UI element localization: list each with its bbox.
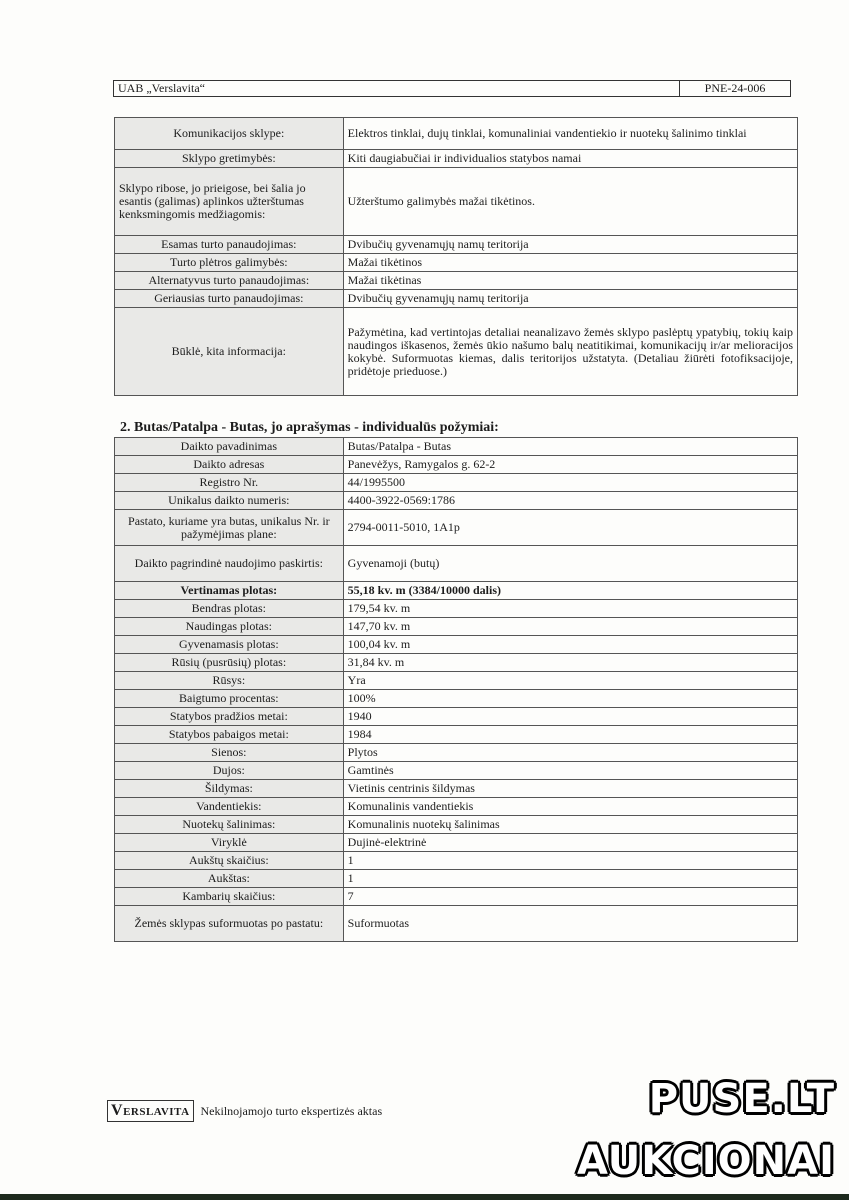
- row-label: Vertinamas plotas:: [115, 582, 344, 600]
- row-label: Registro Nr.: [115, 474, 344, 492]
- row-label: Daikto adresas: [115, 456, 344, 474]
- row-label: Sklypo gretimybės:: [115, 150, 344, 168]
- table-row: [115, 236, 798, 254]
- row-value: Yra: [343, 672, 797, 690]
- table-row: [115, 290, 798, 308]
- table-row: [115, 852, 798, 870]
- row-label: Statybos pabaigos metai:: [115, 726, 344, 744]
- row-label: Statybos pradžios metai:: [115, 708, 344, 726]
- row-value: Užterštumo galimybės mažai tikėtinos.: [343, 168, 797, 236]
- row-value: Pažymėtina, kad vertintojas detaliai neanalizavo žemės sklypo paslėptų ypatybių, tokių kaip naudingos iškasenos, žemės ūkio našumo balų neatitikimai, komunikacijų ir/ar melioracijos kokybė. Suformuotas kiemas, dalis teritorijos užstatyta. (Detaliau žiūrėti fotofiksacijoje, pridėtoje prieduose.): [343, 308, 797, 396]
- row-label: Baigtumo procentas:: [115, 690, 344, 708]
- row-label: Kambarių skaičius:: [115, 888, 344, 906]
- table-row: [115, 834, 798, 852]
- table-row: [115, 672, 798, 690]
- table-row: [115, 816, 798, 834]
- table-row: [115, 510, 798, 546]
- row-label: Aukštų skaičius:: [115, 852, 344, 870]
- row-label: Komunikacijos sklype:: [115, 118, 344, 150]
- row-label: Bendras plotas:: [115, 600, 344, 618]
- section-title: 2. Butas/Patalpa - Butas, jo aprašymas - individualūs požymiai:: [120, 420, 499, 435]
- table-row: [115, 744, 798, 762]
- row-label: Naudingas plotas:: [115, 618, 344, 636]
- row-value: Gamtinės: [343, 762, 797, 780]
- row-label: Rūsių (pusrūsių) plotas:: [115, 654, 344, 672]
- row-label: Turto plėtros galimybės:: [115, 254, 344, 272]
- table-row: [115, 438, 798, 456]
- table-row: [115, 762, 798, 780]
- row-value: Gyvenamoji (butų): [343, 546, 797, 582]
- row-label: Žemės sklypas suformuotas po pastatu:: [115, 906, 344, 942]
- row-value: Dvibučių gyvenamųjų namų teritorija: [343, 290, 797, 308]
- row-value: Dujinė-elektrinė: [343, 834, 797, 852]
- row-value: Suformuotas: [343, 906, 797, 942]
- row-value: 179,54 kv. m: [343, 600, 797, 618]
- row-label: Sklypo ribose, jo prieigose, bei šalia jo esantis (galimas) aplinkos užterštumas kenksmingomis medžiagomis:: [115, 168, 344, 236]
- row-value: Elektros tinklai, dujų tinklai, komunaliniai vandentiekio ir nuotekų šalinimo tinklai: [343, 118, 797, 150]
- row-value: Plytos: [343, 744, 797, 762]
- table-row: [115, 272, 798, 290]
- row-value: 2794-0011-5010, 1A1p: [343, 510, 797, 546]
- verslavita-logo: VERSLAVITA: [107, 1100, 194, 1122]
- row-value: 44/1995500: [343, 474, 797, 492]
- row-value: 7: [343, 888, 797, 906]
- flat-info-table: [114, 437, 798, 942]
- table-row: [115, 168, 798, 236]
- row-value: Vietinis centrinis šildymas: [343, 780, 797, 798]
- table-row: [115, 308, 798, 396]
- table-row: [115, 492, 798, 510]
- table-row: [115, 906, 798, 942]
- row-value: 1940: [343, 708, 797, 726]
- row-value: Butas/Patalpa - Butas: [343, 438, 797, 456]
- row-value: Kiti daugiabučiai ir individualios statybos namai: [343, 150, 797, 168]
- row-label: Viryklė: [115, 834, 344, 852]
- table-row: [115, 726, 798, 744]
- watermark-line2: AUKCIONAI: [577, 1138, 835, 1184]
- table-row: [115, 780, 798, 798]
- row-value: Mažai tikėtinos: [343, 254, 797, 272]
- row-label: Pastato, kuriame yra butas, unikalus Nr. ir pažymėjimas plane:: [115, 510, 344, 546]
- table-row: [115, 474, 798, 492]
- row-label: Būklė, kita informacija:: [115, 308, 344, 396]
- row-value: 31,84 kv. m: [343, 654, 797, 672]
- table-row: [115, 456, 798, 474]
- row-label: Šildymas:: [115, 780, 344, 798]
- row-value: 147,70 kv. m: [343, 618, 797, 636]
- table-row: [115, 690, 798, 708]
- row-value: Dvibučių gyvenamųjų namų teritorija: [343, 236, 797, 254]
- row-label: Dujos:: [115, 762, 344, 780]
- row-value: 1: [343, 870, 797, 888]
- row-label: Daikto pagrindinė naudojimo paskirtis:: [115, 546, 344, 582]
- table-row: [115, 150, 798, 168]
- table-row: [115, 636, 798, 654]
- row-value: Mažai tikėtinas: [343, 272, 797, 290]
- row-label: Nuotekų šalinimas:: [115, 816, 344, 834]
- document-code: PNE-24-006: [679, 81, 790, 96]
- row-value: 55,18 kv. m (3384/10000 dalis): [343, 582, 797, 600]
- watermark-line1: PUSE.LT: [648, 1076, 835, 1122]
- row-value: 100,04 kv. m: [343, 636, 797, 654]
- row-label: Gyvenamasis plotas:: [115, 636, 344, 654]
- row-label: Daikto pavadinimas: [115, 438, 344, 456]
- row-label: Unikalus daikto numeris:: [115, 492, 344, 510]
- row-value: 100%: [343, 690, 797, 708]
- row-label: Esamas turto panaudojimas:: [115, 236, 344, 254]
- row-label: Geriausias turto panaudojimas:: [115, 290, 344, 308]
- row-label: Rūsys:: [115, 672, 344, 690]
- table-row: [115, 118, 798, 150]
- footer-text: Nekilnojamojo turto ekspertizės aktas: [200, 1103, 383, 1118]
- table-row: [115, 582, 798, 600]
- row-value: 4400-3922-0569:1786: [343, 492, 797, 510]
- table-row: [115, 870, 798, 888]
- table-row: [115, 708, 798, 726]
- row-value: Komunalinis nuotekų šalinimas: [343, 816, 797, 834]
- row-label: Vandentiekis:: [115, 798, 344, 816]
- page-header: [113, 80, 791, 97]
- row-value: Komunalinis vandentiekis: [343, 798, 797, 816]
- row-value: 1984: [343, 726, 797, 744]
- table-row: [115, 600, 798, 618]
- page-footer: [107, 1100, 382, 1122]
- row-label: Aukštas:: [115, 870, 344, 888]
- row-value: Panevėžys, Ramygalos g. 62-2: [343, 456, 797, 474]
- plot-info-table: [114, 117, 798, 396]
- table-row: [115, 254, 798, 272]
- table-row: [115, 888, 798, 906]
- table-row: [115, 798, 798, 816]
- scan-border: [0, 1194, 849, 1200]
- table-row: [115, 618, 798, 636]
- company-name: UAB „Verslavita“: [118, 81, 205, 95]
- row-label: Sienos:: [115, 744, 344, 762]
- row-value: 1: [343, 852, 797, 870]
- row-label: Alternatyvus turto panaudojimas:: [115, 272, 344, 290]
- table-row: [115, 546, 798, 582]
- table-row: [115, 654, 798, 672]
